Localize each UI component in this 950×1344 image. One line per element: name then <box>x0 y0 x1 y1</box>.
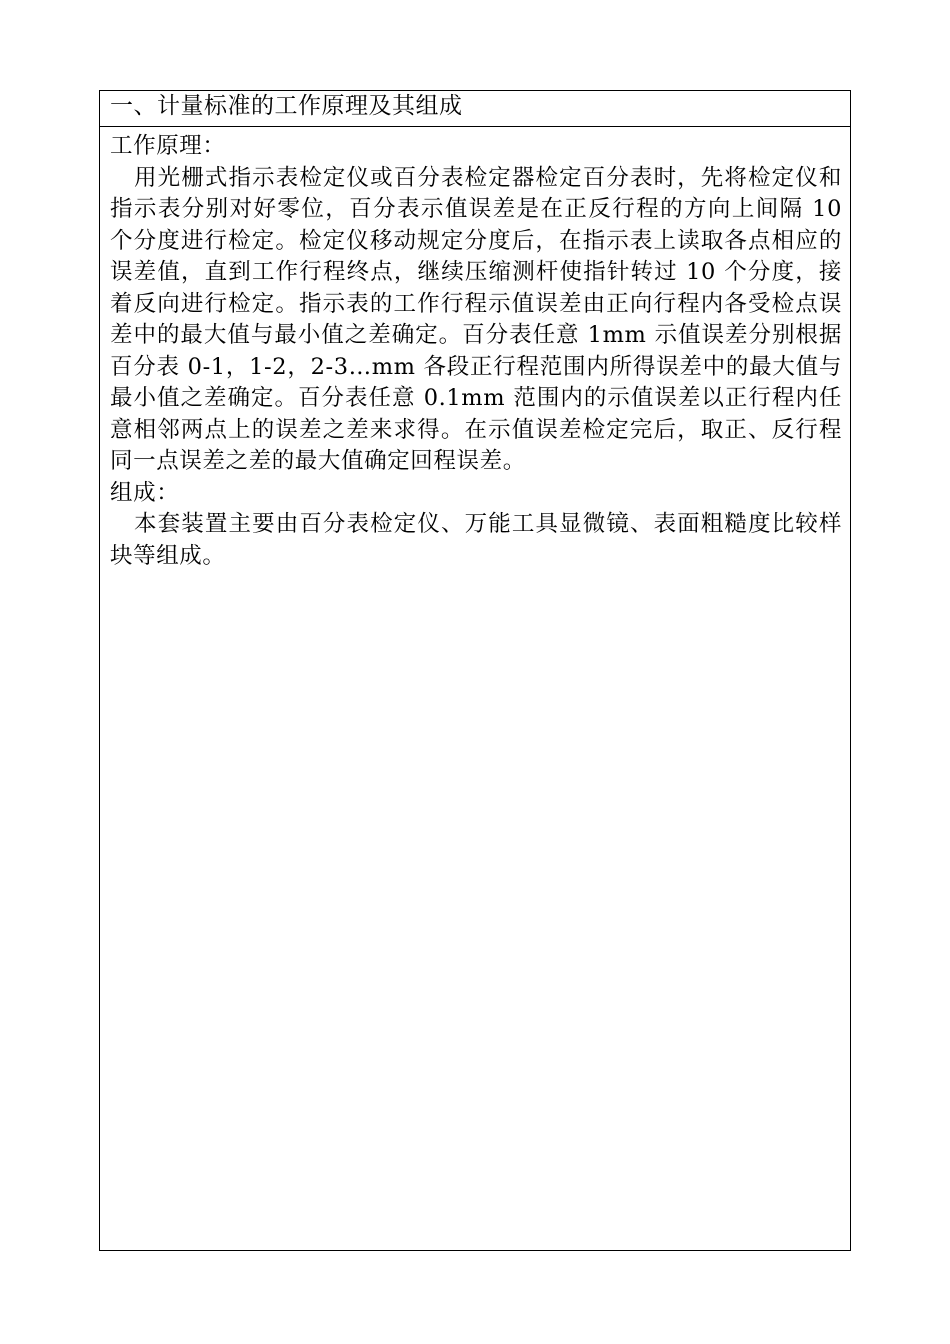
principle-paragraph: 用光栅式指示表检定仪或百分表检定器检定百分表时，先将检定仪和指示表分别对好零位，百分表示值误差是在正反行程的方向上间隔 10 个分度进行检定。检定仪移动规定分度后，在指示表上读取各点相应的误差值，直到工作行程终点，继续压缩测杆使指针转过 10 个分度，接着反向进行检定。指示表的工作行程示值误差由正向行程内各受检点误差中的最大值与最小值之差确定。百分表任意 1mm 示值误差分别根据百分表 0-1，1-2，2-3…mm 各段正行程范围内所得误差中的最大值与最小值之差确定。百分表任意 0.1mm 范围内的示值误差以正行程内任意相邻两点上的误差之差来求得。在示值误差检定完后，取正、反行程同一点误差之差的最大值确定回程误差。 <box>110 164 842 474</box>
composition-label: 组成： <box>110 479 180 506</box>
principle-label: 工作原理： <box>110 133 226 159</box>
document-table <box>99 90 851 1251</box>
section-title: 一、计量标准的工作原理及其组成 <box>100 91 850 127</box>
section-content <box>100 127 850 572</box>
composition-paragraph: 本套装置主要由百分表检定仪、万能工具显微镜、表面粗糙度比较样块等组成。 <box>110 511 842 569</box>
